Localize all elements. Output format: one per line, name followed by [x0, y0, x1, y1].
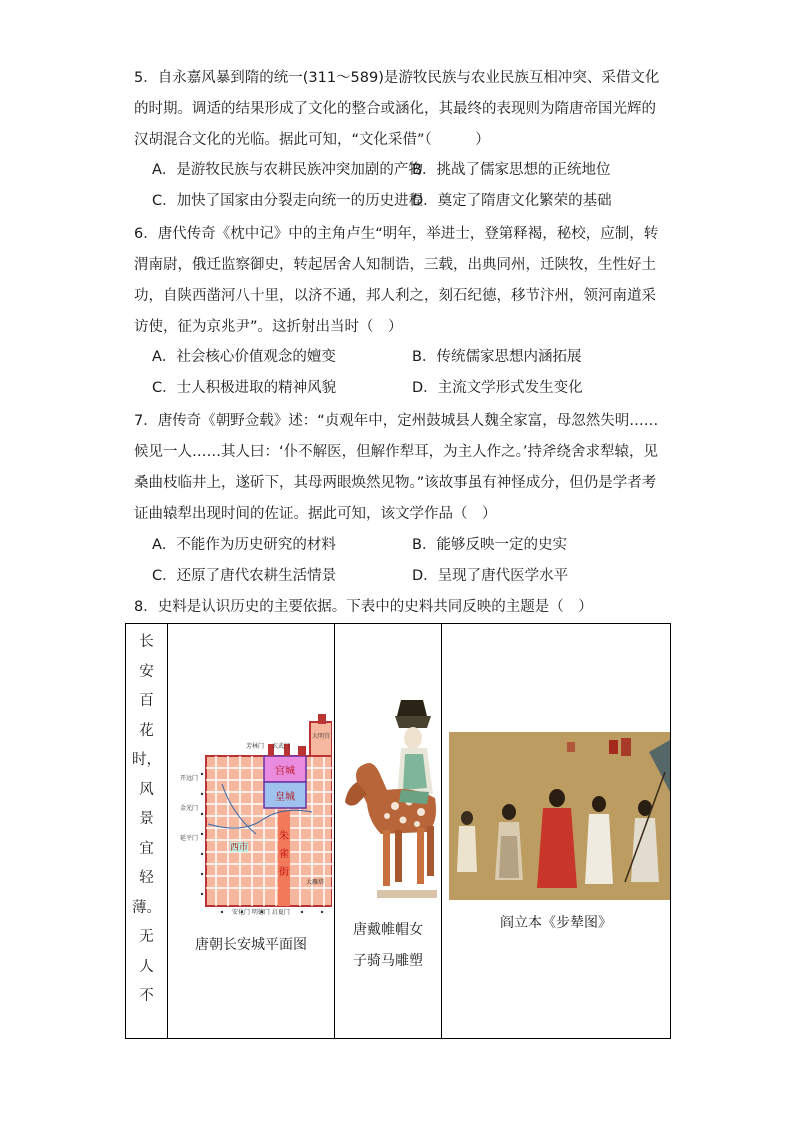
map-cell	[168, 624, 335, 1039]
poem-char: 景	[139, 811, 154, 827]
question-6-option-b: B．传统儒家思想内涵拓展	[412, 349, 582, 365]
map-label-west-market: 西市	[229, 843, 249, 853]
source-table	[125, 623, 671, 1039]
map-label-zhuque-1: 朱	[279, 831, 289, 842]
painting-cell	[442, 624, 671, 1039]
map-label-gate-jinguang: 金光门	[180, 805, 199, 812]
question-5-option-b: B．挑战了儒家思想的正统地位	[412, 162, 611, 178]
question-5-option-c: C．加快了国家由分裂走向统一的历史进程	[152, 193, 424, 209]
poem-vertical-text	[126, 624, 167, 1012]
poem-char: 不	[139, 988, 154, 1004]
poem-char: 无	[139, 929, 154, 945]
poem-char: 长	[139, 634, 154, 650]
map-label-palace: 宫城	[275, 766, 295, 777]
tang-horsewoman-statue-image	[343, 694, 441, 904]
map-label-gate-kaiyuan: 开远门	[180, 775, 199, 782]
map-label-gate-fanglin: 芳林门	[246, 743, 265, 750]
poem-char: 宜	[139, 840, 154, 857]
statue-caption-line-1: 唐戴帷帽女	[353, 922, 423, 938]
poem-char: 安	[139, 663, 154, 680]
poem-char: 花	[139, 722, 154, 739]
question-7-option-c: C．还原了唐代农耕生活情景	[152, 568, 337, 584]
statue-caption-line-2: 子骑马雕塑	[353, 953, 423, 969]
map-label-daming: 大明宫	[311, 733, 331, 740]
poem-char: 轻	[139, 870, 154, 886]
question-7-option-b: B．能够反映一定的史实	[412, 537, 567, 553]
map-label-zhuque-3: 街	[279, 867, 289, 878]
map-label-gate-xuanwu: 玄武门	[272, 743, 291, 750]
question-6-option-a: A．社会核心价值观念的嬗变	[152, 349, 336, 365]
poem-char: 人	[139, 958, 154, 975]
question-7-option-d: D．呈现了唐代医学水平	[412, 568, 569, 584]
poem-char: 风	[139, 781, 154, 798]
question-7-option-a: A．不能作为历史研究的材料	[152, 537, 336, 553]
question-8-stem: 8．史料是认识历史的主要依据。下表中的史料共同反映的主题是（ ）	[134, 599, 593, 615]
map-label-dayan: 大雁塔	[306, 879, 325, 886]
question-6-option-d: D．主流文学形式发生变化	[412, 380, 583, 396]
map-caption: 唐朝长安城平面图	[195, 937, 307, 953]
question-5-option-a: A．是游牧民族与农耕民族冲突加剧的产物	[152, 162, 423, 178]
map-label-zhuque-2: 雀	[279, 849, 289, 860]
poem-cell	[126, 624, 168, 1039]
question-7-stem: 7．唐传奇《朝野佥载》述：“贞观年中，定州鼓城县人魏全家富，母忽然失明……候见一人……其人曰：‘仆不解医，但解作犁耳，为主人作之。’持斧绕舍求犁辕，见桑曲枝临井上，遂斫下，其母两眼焕然见物。”该故事虽有神怪成分，但仍是学者考证曲辕犁出现时间的佐证。据此可知，该文学作品（ ）	[134, 413, 659, 522]
question-6-option-c: C．士人积极进取的精神风貌	[152, 380, 337, 396]
poem-char: 薄。	[132, 899, 161, 916]
poem-char: 百	[139, 693, 154, 709]
question-5-stem: 5．自永嘉风暴到隋的统一(311～589)是游牧民族与农业民族互相冲突、采借文化的时期。调适的结果形成了文化的整合或涵化，其最终的表现则为隋唐帝国光辉的汉胡混合文化的光临。据此可知，“文化采借”（ ）	[134, 70, 660, 148]
buniantu-painting-image	[449, 732, 670, 900]
map-label-gate-bottom: 安化门 明德门 启夏门	[232, 909, 290, 916]
painting-caption: 阎立本《步辇图》	[500, 915, 612, 931]
statue-cell	[335, 624, 442, 1039]
poem-char: 时，	[132, 752, 161, 768]
question-6-stem: 6．唐代传奇《枕中记》中的主角卢生“明年，举进士，登第释褐，秘校，应制，转渭南尉，俄迁监察御史，转起居舍人知制诰，三载，出典同州，迁陕牧，生性好土功，自陕西凿河八十里，以济不通，邦人利之，刻石纪德，移节汴州，领河南道采访使，征为京兆尹”。这折射出当时（ ）	[134, 226, 659, 335]
changan-city-map-image	[172, 684, 332, 916]
question-5-option-d: D．奠定了隋唐文化繁荣的基础	[412, 193, 612, 209]
map-label-gate-yanping: 延平门	[180, 835, 199, 842]
map-label-imperial: 皇城	[275, 792, 295, 803]
